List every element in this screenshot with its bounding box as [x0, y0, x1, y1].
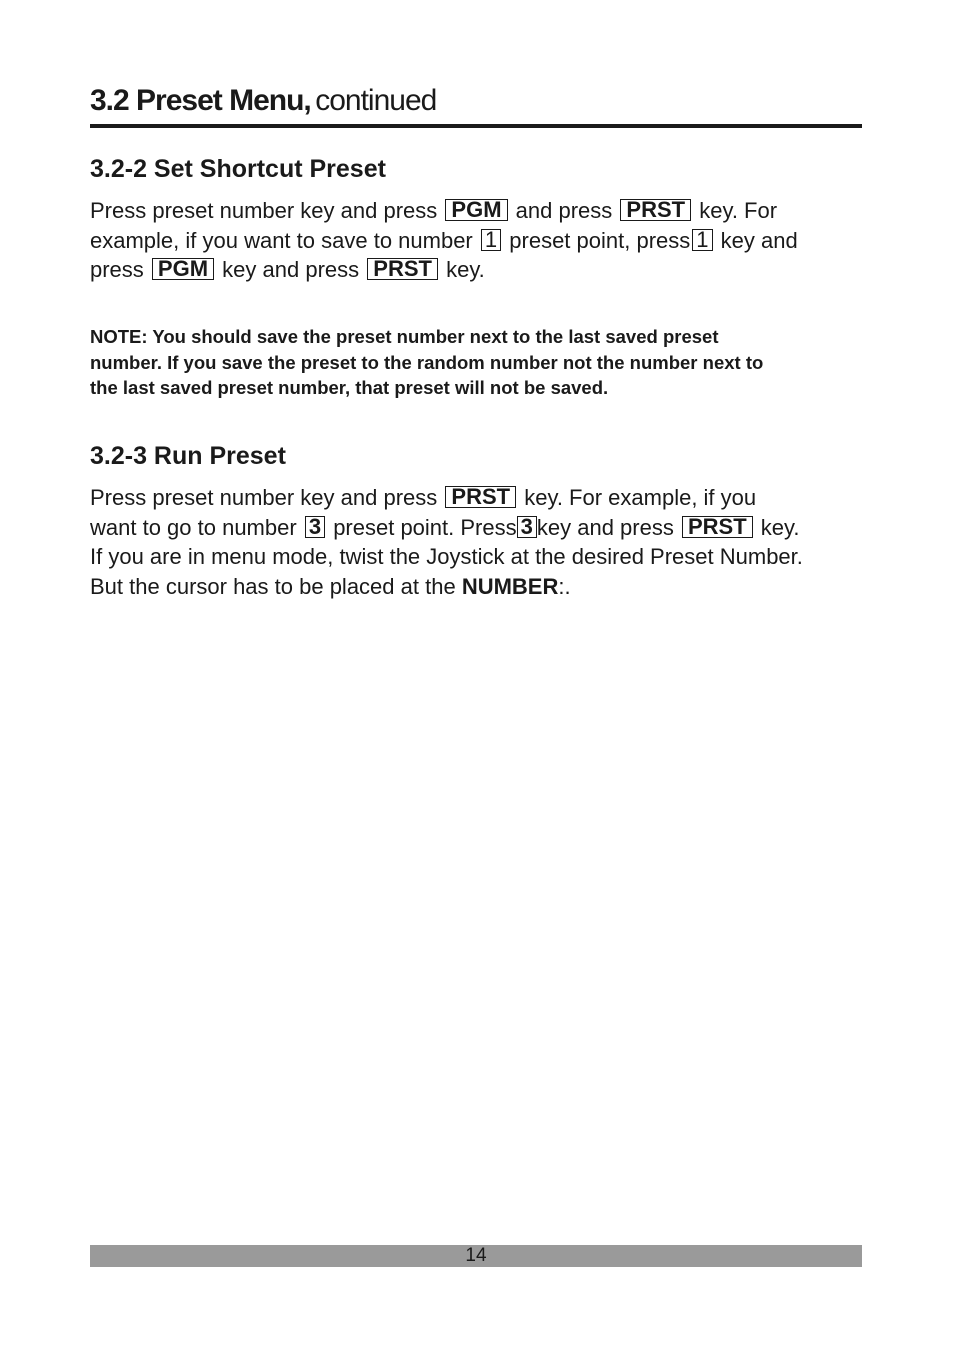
key-pgm-label: PGM [152, 258, 214, 280]
body-text: and press [515, 198, 613, 223]
note-text: the last saved preset number, that preset will not be saved. [90, 377, 609, 398]
body-text: :. [558, 573, 571, 599]
body-text: key. [446, 257, 485, 283]
key-prst-label: PRST [445, 486, 516, 508]
key-three-label: 3 [517, 516, 537, 538]
body-text: preset point. Press [333, 514, 517, 540]
key-one-label: 1 [692, 229, 712, 251]
key-three-label: 3 [305, 516, 325, 538]
section-body [90, 483, 880, 601]
body-text: If you are in menu mode, twist the Joystick at the desired Preset Number. [90, 544, 803, 570]
body-text: want to go to number [90, 514, 297, 540]
body-text: example, if you want to save to number [90, 227, 473, 253]
body-text: key and press [536, 514, 674, 540]
page-title-continued: continued [315, 84, 437, 117]
key-prst-label: PRST [367, 258, 438, 280]
section-set-shortcut-preset [90, 154, 880, 285]
number-keyword: NUMBER [461, 573, 559, 599]
note-paragraph [90, 324, 880, 401]
body-text: key. For example, if you [524, 485, 757, 510]
key-one-label: 1 [481, 229, 501, 251]
page-header [90, 84, 862, 128]
body-text: key and [720, 227, 798, 253]
note-text: number. If you save the preset to the random number not the number next to [90, 351, 764, 373]
body-text: key. For [699, 198, 778, 223]
key-prst-label: PRST [620, 199, 691, 221]
body-text: Press preset number key and press [90, 485, 438, 510]
key-pgm-label: PGM [445, 199, 507, 221]
section-run-preset [90, 441, 880, 601]
page-number: 14 [465, 1245, 487, 1266]
note-text: NOTE: You should save the preset number next to the last saved preset [90, 326, 719, 347]
section-heading: 3.2-2 Set Shortcut Preset [90, 155, 386, 183]
body-text: preset point, press [509, 227, 691, 253]
section-heading: 3.2-3 Run Preset [90, 442, 286, 470]
page-title: 3.2 Preset Menu, [90, 84, 311, 117]
key-prst-label: PRST [682, 516, 753, 538]
footer-bar [90, 1245, 862, 1267]
body-text: press [90, 257, 144, 283]
body-text: key and press [222, 257, 360, 283]
body-text: Press preset number key and press [90, 198, 438, 223]
body-text: But the cursor has to be placed at the [90, 573, 456, 599]
body-text: key. [760, 514, 800, 540]
section-body [90, 196, 880, 285]
